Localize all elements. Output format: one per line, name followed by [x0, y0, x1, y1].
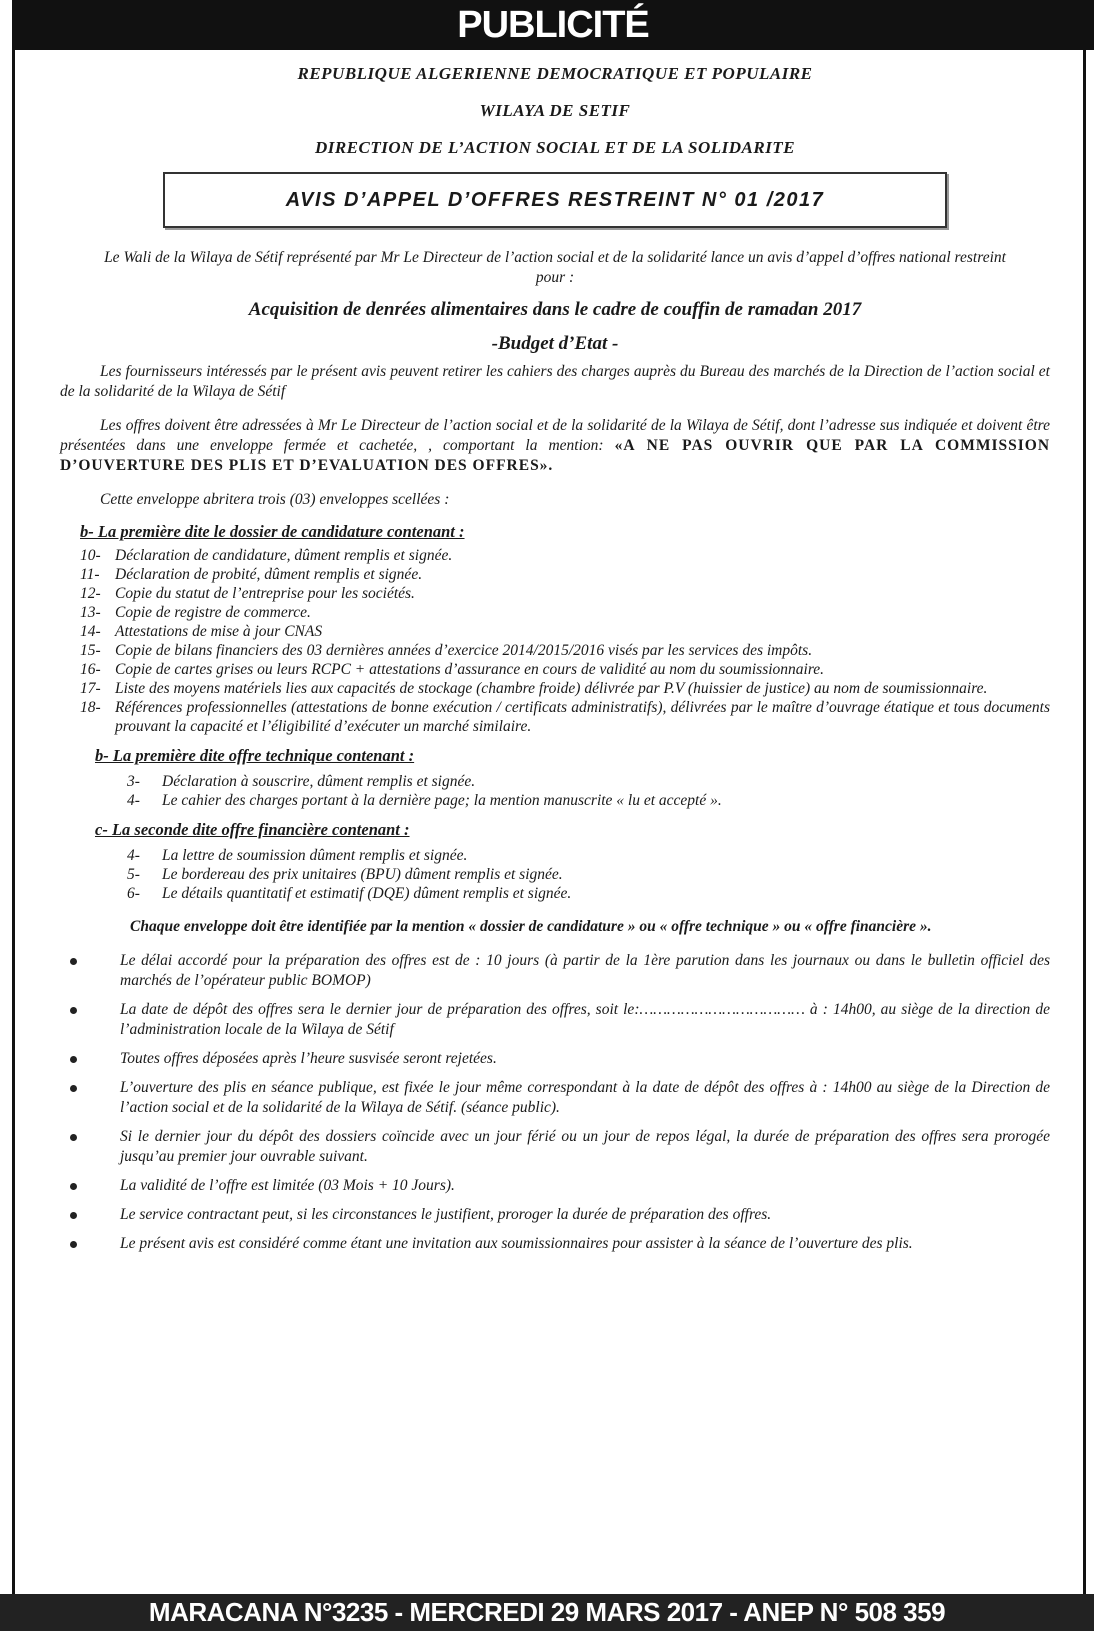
financiere-item: [127, 884, 1050, 903]
avis-title-box: AVIS D’APPEL D’OFFRES RESTREINT N° 01 /2017: [163, 172, 947, 228]
candidature-item: [80, 546, 1050, 565]
section-technique: [60, 746, 1050, 810]
candidature-list: [80, 546, 1050, 736]
candidature-item-number: 11-: [80, 566, 100, 583]
condition-text: Le délai accordé pour la préparation des offres est de : 10 jours (à partir de la 1ère parution dans les journaux ou dans le bulletin officiel des marchés de l’opérateur public BOMOP): [120, 952, 1050, 989]
condition-text: Si le dernier jour du dépôt des dossiers coïncide avec un jour férié ou un jour de repos légal, la durée de préparation des offres sera prorogée jusqu’au premier jour ouvrable suivant.: [120, 1128, 1050, 1165]
candidature-item-text: Copie de cartes grises ou leurs RCPC + attestations d’assurance en cours de validité au nom du soumissionnaire.: [115, 661, 825, 678]
section-financiere: [60, 820, 1050, 903]
candidature-item: [80, 565, 1050, 584]
header-direction: DIRECTION DE L’ACTION SOCIAL ET DE LA SOLIDARITE: [314, 138, 796, 157]
financiere-item: [127, 865, 1050, 884]
candidature-item-number: 16-: [80, 661, 101, 678]
condition-text: Toutes offres déposées après l’heure susvisée seront rejetées.: [120, 1050, 497, 1067]
section-candidature: [60, 522, 1050, 736]
candidature-item-text: Copie de bilans financiers des 03 dernières années d’exercice 2014/2015/2016 visés par les services des impôts.: [115, 642, 813, 659]
candidature-item-number: 13-: [80, 604, 101, 621]
technique-item: [127, 772, 1050, 791]
mention-text: «A NE PAS OUVRIR QUE PAR LA COMMISSION D’OUVERTURE DES PLIS ET D’EVALUATION DES OFFRES».: [60, 437, 1051, 474]
bottom-banner: MARACANA N°3235 - MERCREDI 29 MARS 2017 - ANEP N° 508 359: [0, 1594, 1094, 1631]
financiere-list: [95, 846, 1050, 903]
condition-text: Le présent avis est considéré comme étant une invitation aux soumissionnaires pour assister à la séance de l’ouverture des plis.: [120, 1235, 913, 1252]
document-content: [60, 58, 1050, 1263]
condition-item: [60, 1127, 1050, 1167]
condition-item: [60, 1205, 1050, 1225]
technique-list: [95, 772, 1050, 810]
candidature-item: [80, 622, 1050, 641]
technique-item-text: Le cahier des charges portant à la dernière page; la mention manuscrite « lu et accepté ».: [162, 792, 722, 809]
technique-item: [127, 791, 1050, 810]
bullet-icon: [70, 1241, 77, 1248]
candidature-item-text: Déclaration de candidature, dûment remplis et signée.: [115, 547, 453, 564]
section-technique-title: b- La première dite offre technique contenant :: [95, 746, 415, 765]
financiere-item-text: Le bordereau des prix unitaires (BPU) dûment remplis et signée.: [162, 866, 563, 883]
condition-item: [60, 1078, 1050, 1118]
condition-text: L’ouverture des plis en séance publique, est fixée le jour même correspondant à la date de dépôt des offres à : 14h00 au siège de la Direction de l’action social et de la solidarité de la Wilaya de Sétif. (séance public).: [120, 1079, 1050, 1116]
paragraph-offres: [60, 416, 1050, 476]
identification-text: Chaque enveloppe doit être identifiée par la mention « dossier de candidature » ou « offre technique » ou « offre financière ».: [130, 918, 932, 935]
condition-text: La date de dépôt des offres sera le dernier jour de préparation des offres, soit le:……………………………… à : 14h00, au siège de la direction de l’administration locale de la Wilaya de Sétif: [120, 1001, 1050, 1038]
candidature-item-text: Liste des moyens matériels lies aux capacités de stockage (chambre froide) délivrée par P.V (huissier de justice) au nom de soumissionnaire.: [115, 680, 988, 697]
candidature-item-text: Copie du statut de l’entreprise pour les sociétés.: [115, 585, 415, 602]
bullet-icon: [70, 1056, 77, 1063]
enveloppes-text: Cette enveloppe abritera trois (03) enveloppes scellées :: [100, 491, 450, 508]
section-financiere-title: c- La seconde dite offre financière contenant :: [95, 820, 410, 839]
financiere-item-number: 4-: [127, 847, 140, 864]
candidature-item-number: 15-: [80, 642, 101, 659]
conditions-list: [60, 951, 1050, 1254]
financiere-item-text: Le détails quantitatif et estimatif (DQE) dûment remplis et signée.: [162, 885, 572, 902]
condition-text: La validité de l’offre est limitée (03 Mois + 10 Jours).: [120, 1177, 455, 1194]
header-wilaya: WILAYA DE SETIF: [479, 101, 631, 120]
condition-item: [60, 1000, 1050, 1040]
candidature-item-number: 14-: [80, 623, 101, 640]
candidature-item-number: 12-: [80, 585, 101, 602]
candidature-item: [80, 698, 1050, 736]
candidature-item-number: 10-: [80, 547, 101, 564]
candidature-item-text: Références professionnelles (attestations de bonne exécution / certificats administratifs), délivrées par le maître d’ouvrage étatique et tous documents prouvant la capacité et l’éligibilité d’exécuter un marché similaire.: [115, 699, 1050, 735]
header-republic: REPUBLIQUE ALGERIENNE DEMOCRATIQUE ET POPULAIRE: [297, 64, 813, 83]
section-candidature-title: b- La première dite le dossier de candidature contenant :: [80, 522, 465, 541]
financiere-item-number: 6-: [127, 885, 140, 902]
candidature-item: [80, 660, 1050, 679]
candidature-item-text: Déclaration de probité, dûment remplis et signée.: [115, 566, 423, 583]
bullet-icon: [70, 1212, 77, 1219]
financiere-item-text: La lettre de soumission dûment remplis et signée.: [162, 847, 468, 864]
technique-item-number: 4-: [127, 792, 140, 809]
paragraph-offres-text: Les offres doivent être adressées à Mr Le Directeur de l’action social et de la solidarité de la Wilaya de Sétif, dont l’adresse sus indiquée et doivent être présentées dans une enveloppe fermée et cachetée, , comportant la mention:: [60, 417, 1050, 454]
intro-text: Le Wali de la Wilaya de Sétif représenté par Mr Le Directeur de l’action social et de la solidarité lance un avis d’appel d’offres national restreint pour :: [104, 249, 1006, 286]
bullet-icon: [70, 1134, 77, 1141]
financiere-item: [127, 846, 1050, 865]
candidature-item-text: Copie de registre de commerce.: [115, 604, 311, 621]
candidature-item: [80, 603, 1050, 622]
bullet-icon: [70, 1007, 77, 1014]
condition-item: [60, 951, 1050, 991]
candidature-item-number: 17-: [80, 680, 101, 697]
top-banner: PUBLICITÉ: [12, 0, 1094, 50]
financiere-item-number: 5-: [127, 866, 140, 883]
candidature-item: [80, 584, 1050, 603]
paragraph-retrait: Les fournisseurs intéressés par le présent avis peuvent retirer les cahiers des charges auprès du Bureau des marchés de la Direction de l’action social et de la solidarité de la Wilaya de Sétif: [60, 363, 1050, 400]
budget-title: -Budget d’Etat -: [491, 333, 619, 354]
candidature-item: [80, 641, 1050, 660]
candidature-item-text: Attestations de mise à jour CNAS: [115, 623, 323, 640]
bullet-icon: [70, 958, 77, 965]
bullet-icon: [70, 1183, 77, 1190]
condition-item: [60, 1234, 1050, 1254]
candidature-item: [80, 679, 1050, 698]
condition-text: Le service contractant peut, si les circonstances le justifient, proroger la durée de préparation des offres.: [120, 1206, 772, 1223]
objet-title: Acquisition de denrées alimentaires dans le cadre de couffin de ramadan 2017: [248, 299, 862, 320]
technique-item-number: 3-: [127, 773, 140, 790]
technique-item-text: Déclaration à souscrire, dûment remplis et signée.: [162, 773, 476, 790]
condition-item: [60, 1176, 1050, 1196]
bullet-icon: [70, 1085, 77, 1092]
condition-item: [60, 1049, 1050, 1069]
candidature-item-number: 18-: [80, 699, 101, 716]
